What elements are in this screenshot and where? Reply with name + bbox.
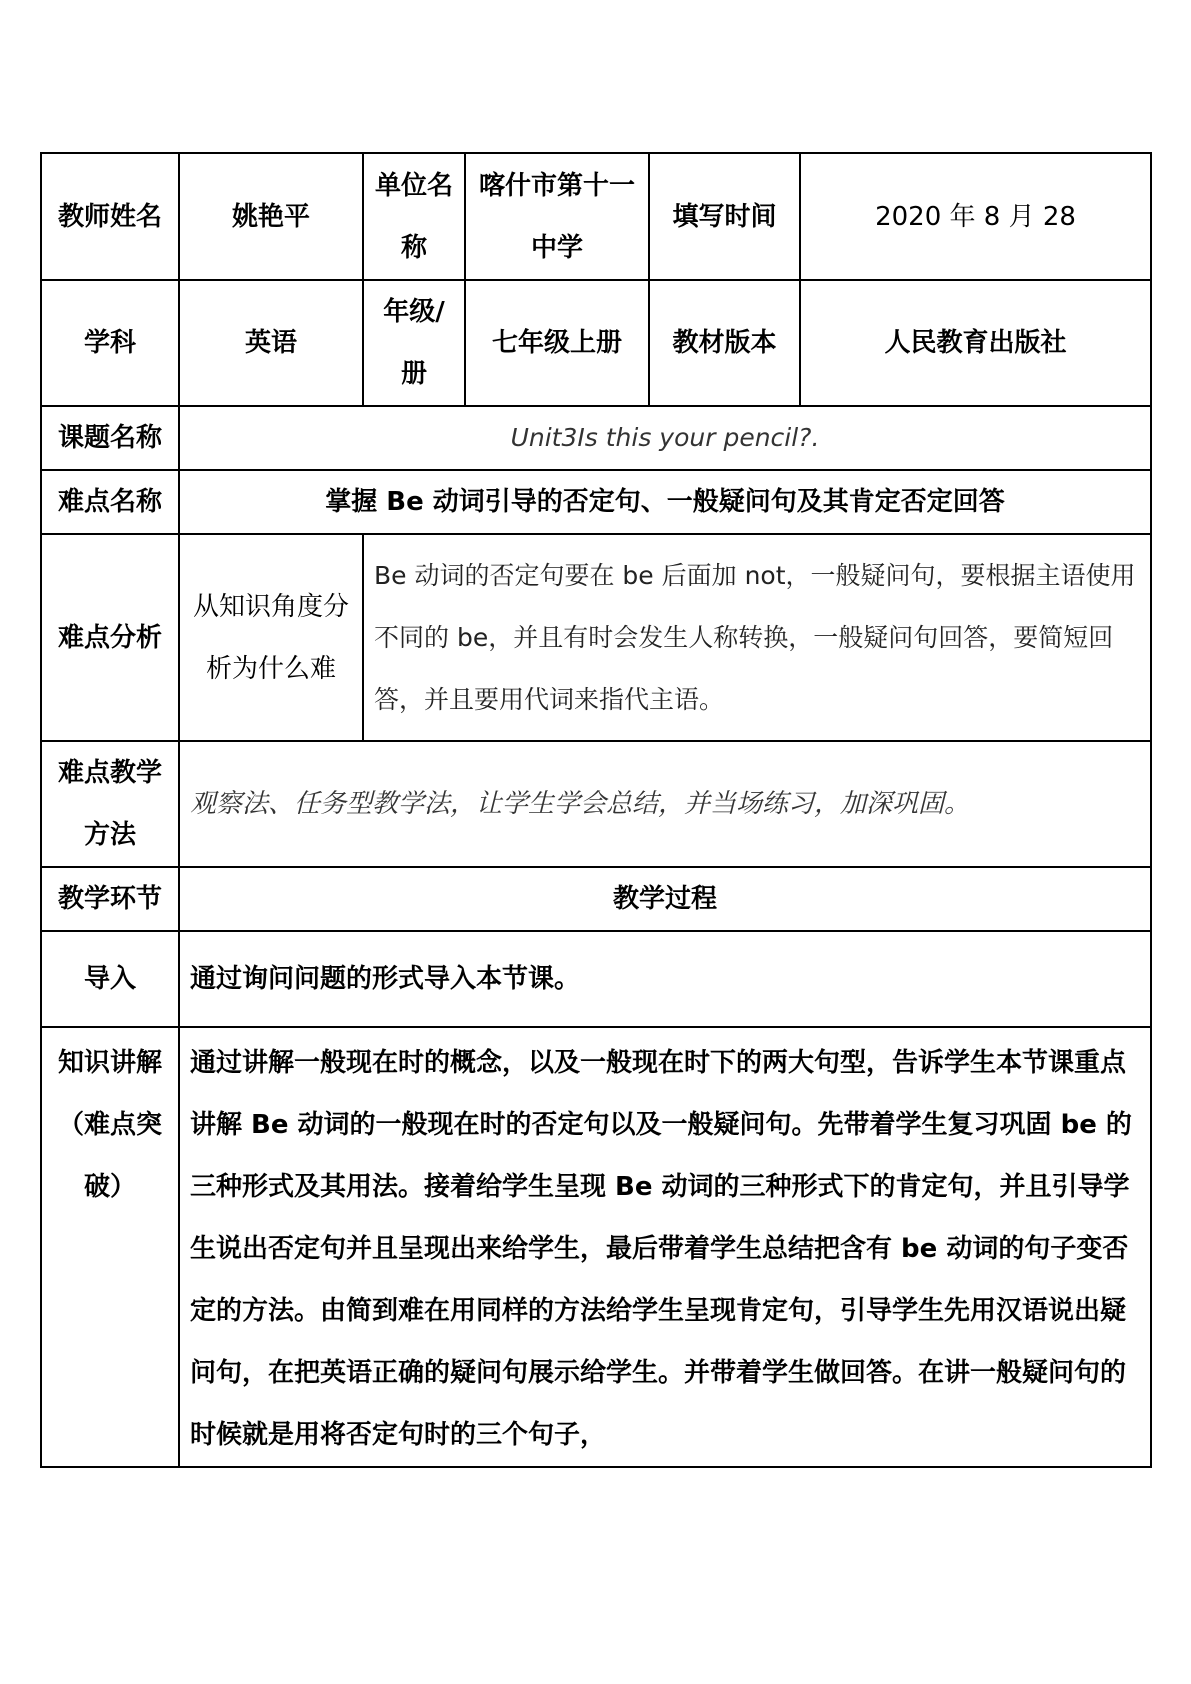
topic-value: Unit3Is this your pencil?. [179,406,1151,470]
grade-label: 年级/册 [363,280,465,406]
stage-label: 教学环节 [41,867,179,931]
knowledge-row [41,1027,1151,1467]
teacher-name-label: 教师姓名 [41,153,179,280]
intro-label: 导入 [41,931,179,1027]
teacher-name-value: 姚艳平 [179,153,363,280]
fill-time-value: 2020 年 8 月 28 [800,153,1151,280]
topic-row [41,406,1151,470]
topic-label: 课题名称 [41,406,179,470]
unit-name-label: 单位名称 [363,153,465,280]
method-text: 观察法、任务型教学法，让学生学会总结，并当场练习，加深巩固。 [179,741,1151,867]
subject-label: 学科 [41,280,179,406]
subject-info-row [41,280,1151,406]
process-header-row [41,867,1151,931]
intro-row [41,931,1151,1027]
grade-value: 七年级上册 [465,280,649,406]
difficulty-label: 难点名称 [41,470,179,534]
unit-name-value: 喀什市第十一中学 [465,153,649,280]
edition-label: 教材版本 [649,280,800,406]
method-row [41,741,1151,867]
process-label: 教学过程 [179,867,1151,931]
difficulty-value: 掌握 Be 动词引导的否定句、一般疑问句及其肯定否定回答 [179,470,1151,534]
lesson-plan-table [40,152,1152,1468]
knowledge-label: 知识讲解（难点突破） [41,1027,179,1467]
analysis-label: 难点分析 [41,534,179,741]
edition-value: 人民教育出版社 [800,280,1151,406]
analysis-row [41,534,1151,741]
analysis-sub-label: 从知识角度分析为什么难 [179,534,363,741]
analysis-text: Be 动词的否定句要在 be 后面加 not，一般疑问句，要根据主语使用不同的 be，并且有时会发生人称转换，一般疑问句回答，要简短回答，并且要用代词来指代主语。 [363,534,1151,741]
intro-text: 通过询问问题的形式导入本节课。 [179,931,1151,1027]
method-label: 难点教学方法 [41,741,179,867]
subject-value: 英语 [179,280,363,406]
fill-time-label: 填写时间 [649,153,800,280]
knowledge-text: 通过讲解一般现在时的概念，以及一般现在时下的两大句型，告诉学生本节课重点讲解 Be 动词的一般现在时的否定句以及一般疑问句。先带着学生复习巩固 be 的三种形式及其用法。接着给学生呈现 Be 动词的三种形式下的肯定句，并且引导学生说出否定句并且呈现出来给学生，最后带着学生总结把含有 be 动词的句子变否定的方法。由简到难在用同样的方法给学生呈现肯定句，引导学生先用汉语说出疑问句，在把英语正确的疑问句展示给学生。并带着学生做回答。在讲一般疑问句的时候就是用将否定句时的三个句子， [179,1027,1151,1467]
teacher-info-row [41,153,1151,280]
difficulty-row [41,470,1151,534]
